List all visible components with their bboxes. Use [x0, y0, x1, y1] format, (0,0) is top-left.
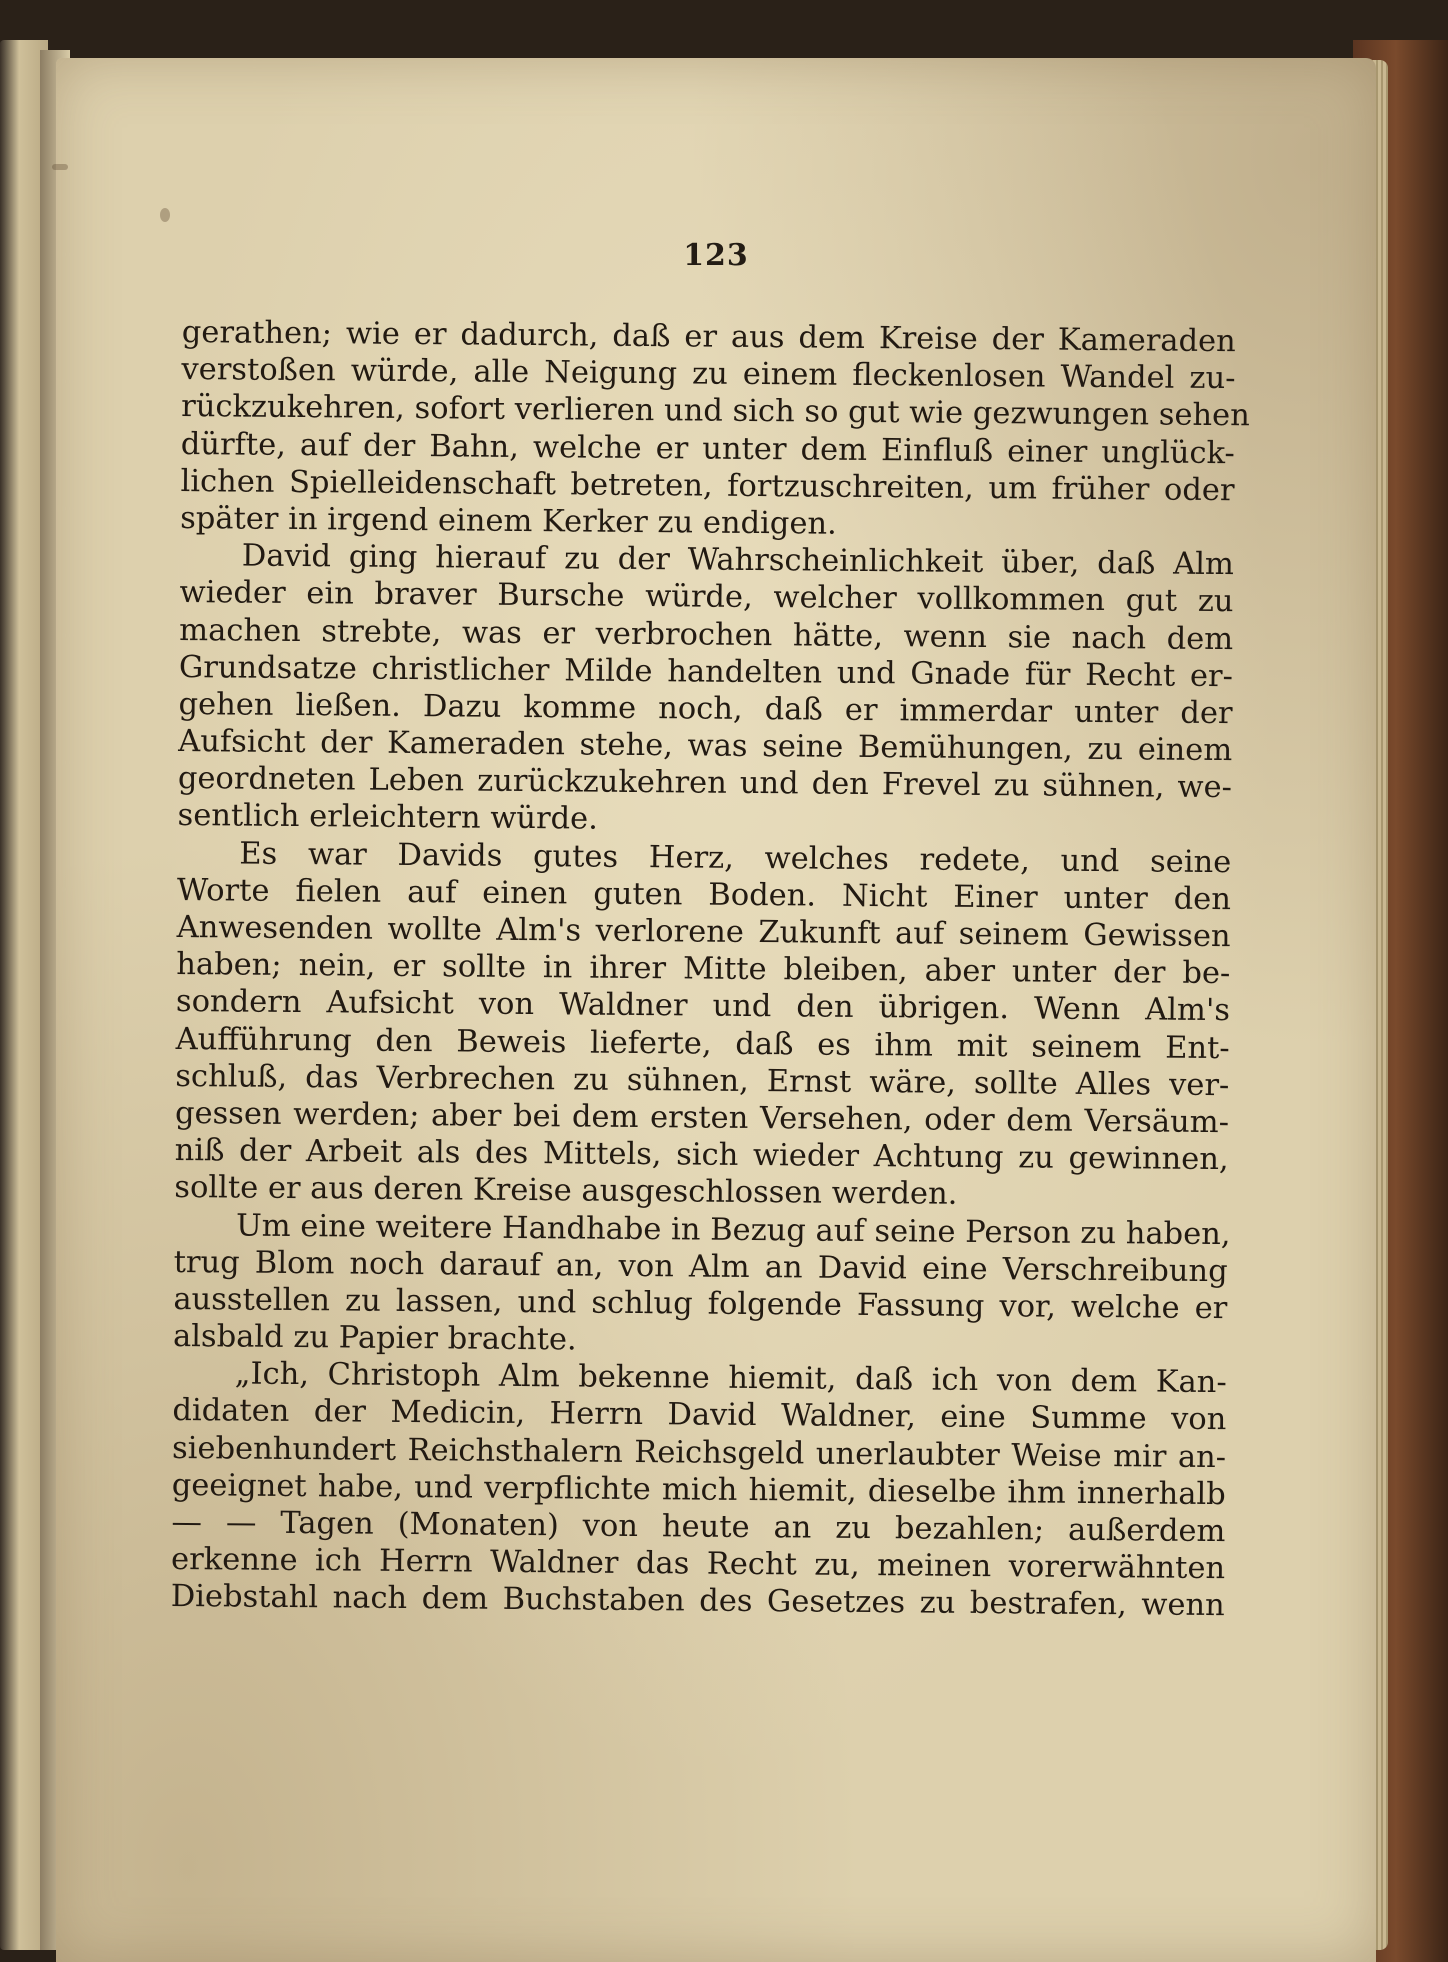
text-line: sentlich erleichtern würde. [177, 798, 599, 838]
text-line: trug Blom noch darauf an, von Alm an David eine Verschreibung [173, 1244, 1228, 1289]
text-line: geeignet habe, und verpflichte mich hiemit, dieselbe ihm innerhalb [171, 1467, 1226, 1512]
text-line: wieder ein braver Bursche würde, welcher vollkommen gut zu [179, 575, 1234, 620]
text-line: gessen werden; aber bei dem ersten Versehen, oder dem Versäum- [174, 1095, 1230, 1141]
text-line: Grundsatze christlicher Milde handelten und Gnade für Recht er- [178, 649, 1234, 694]
text-line: gerathen; wie er dadurch, daß er aus dem Kreise der Kameraden [181, 314, 1236, 360]
ink-speck [160, 208, 170, 222]
text-line: Um eine weitere Handhabe in Bezug auf seine Person zu haben, [235, 1208, 1231, 1252]
text-line: didaten der Medicin, Herrn David Waldner, eine Summe von [172, 1393, 1227, 1438]
text-line: Anwesenden wollte Alm's verlorene Zukunft auf seinem Gewissen [176, 909, 1231, 955]
text-line: niß der Arbeit als des Mittels, sich wieder Achtung zu gewinnen, [174, 1133, 1229, 1178]
text-line: David ging hierauf zu der Wahrscheinlichkeit über, daß Alm [241, 538, 1235, 583]
text-line: dürfte, auf der Bahn, welche er unter dem Einfluß einer unglück- [180, 426, 1235, 471]
text-line: geordneten Leben zurückzukehren und den Frevel zu sühnen, we- [177, 761, 1233, 806]
text-line: später in irgend einem Kerker zu endigen. [180, 500, 837, 542]
ink-speck [52, 164, 68, 170]
text-line: Aufsicht der Kameraden stehe, was seine Bemühungen, zu einem [178, 724, 1233, 769]
text-line: rückzukehren, sofort verlieren und sich so gut wie gezwungen sehen [181, 389, 1250, 434]
text-line: Aufführung den Beweis lieferte, daß es ihm mit seinem Ent- [175, 1021, 1230, 1066]
text-line: machen strebte, was er verbrochen hätte, wenn sie nach dem [179, 612, 1234, 657]
text-line: siebenhundert Reichsthalern Reichsgeld unerlaubter Weise mir an- [171, 1430, 1227, 1475]
text-line: gehen ließen. Dazu komme noch, daß er immerdar unter der [178, 686, 1233, 732]
book-page [56, 58, 1376, 1962]
text-line: erkenne ich Herrn Waldner das Recht zu, meinen vorerwähnten [170, 1542, 1226, 1587]
text-line: verstoßen würde, alle Neigung zu einem fleckenlosen Wandel zu- [181, 352, 1236, 397]
text-line: „Ich, Christoph Alm bekenne hiemit, daß ich von dem Kan- [234, 1356, 1227, 1401]
text-line: haben; nein, er sollte in ihrer Mitte bleiben, aber unter der be- [176, 947, 1231, 992]
text-line: ausstellen zu lassen, und schlug folgende Fassung vor, welche er [173, 1281, 1228, 1327]
text-line: schluß, das Verbrechen zu sühnen, Ernst wäre, sollte Alles ver- [175, 1058, 1230, 1103]
text-line: Diebstahl nach dem Buchstaben des Gesetzes zu bestrafen, wenn [170, 1579, 1225, 1624]
text-line: Es war Davids gutes Herz, welches redete, und seine [239, 836, 1232, 880]
text-line: Worte fielen auf einen guten Boden. Nicht Einer unter den [176, 872, 1232, 917]
text-line: sollte er aus deren Kreise ausgeschlossen werden. [174, 1170, 958, 1213]
page-number: 123 [683, 238, 749, 273]
text-line: — — Tagen (Monaten) von heute an zu bezahlen; außerdem [171, 1504, 1226, 1550]
text-line: lichen Spielleidenschaft betreten, fortzuschreiten, um früher oder [180, 463, 1235, 508]
text-line: alsbald zu Papier brachte. [172, 1319, 577, 1358]
text-line: sondern Aufsicht von Waldner und den übrigen. Wenn Alm's [175, 984, 1231, 1029]
body-text [170, 314, 1250, 1625]
